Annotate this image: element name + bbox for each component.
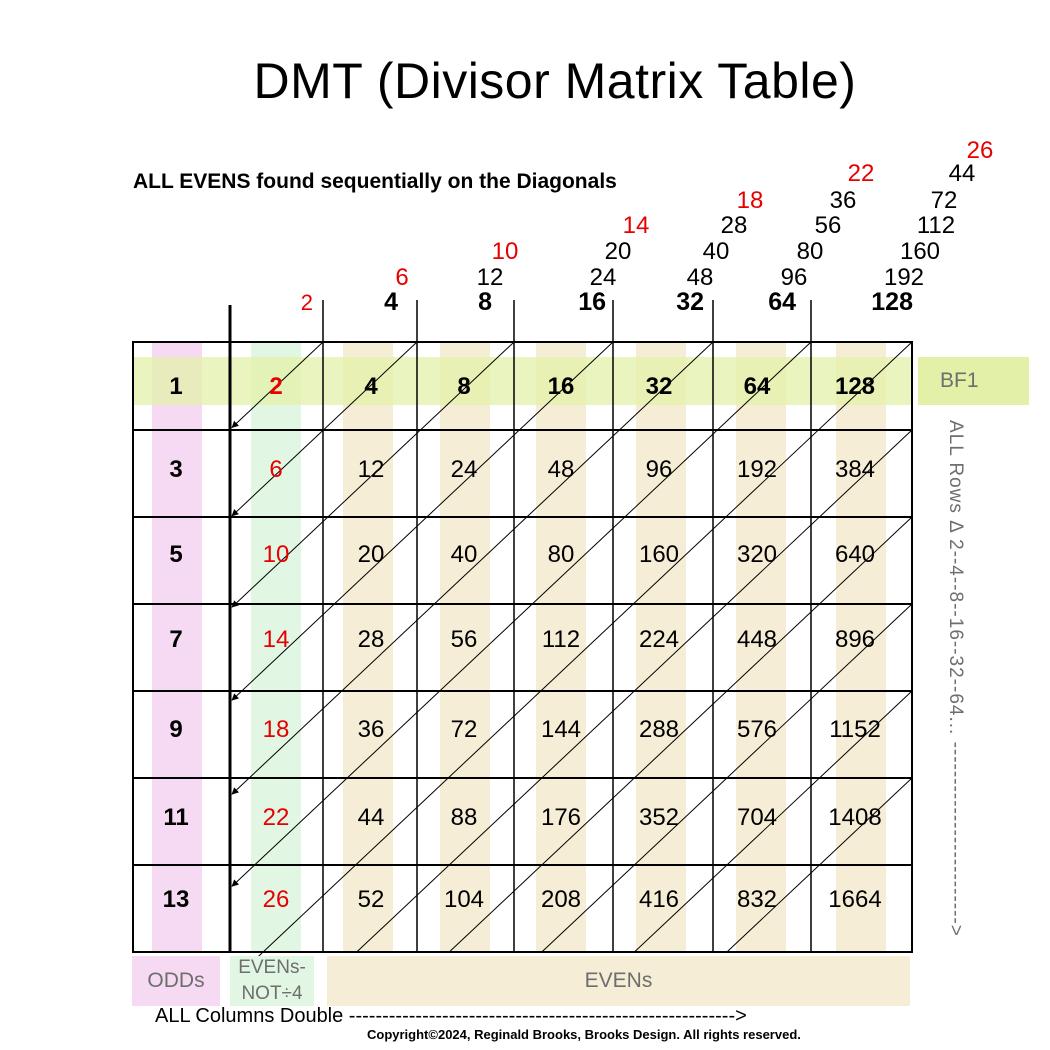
table-cell: 160 — [638, 541, 680, 568]
all-columns-double-note: ALL Columns Double ----------------------------------------------------------> — [155, 1005, 747, 1027]
page-title: DMT (Divisor Matrix Table) — [253, 53, 857, 109]
table-cell: 52 — [357, 886, 385, 913]
diagonal-value: 20 — [604, 238, 632, 265]
diagonal-value: 72 — [930, 187, 958, 214]
table-cell: 18 — [262, 716, 290, 743]
diagonal-value: 12 — [476, 264, 504, 291]
diagonal-value: 28 — [720, 212, 748, 239]
table-cell: 104 — [443, 886, 485, 913]
table-cell: 176 — [540, 804, 582, 831]
diagonal-value: 14 — [622, 212, 650, 239]
table-cell: 44 — [357, 804, 385, 831]
table-cell: 1408 — [828, 804, 882, 831]
table-cell: 832 — [736, 886, 778, 913]
table-cell: 12 — [357, 456, 385, 483]
table-cell: 576 — [736, 716, 778, 743]
table-cell: 208 — [540, 886, 582, 913]
table-cell: 48 — [547, 456, 575, 483]
table-cell: 448 — [736, 626, 778, 653]
table-cell: 112 — [541, 626, 581, 653]
header-value: 8 — [478, 288, 492, 316]
table-cell: 36 — [357, 716, 385, 743]
table-cell: 26 — [262, 886, 290, 913]
table-cell: 320 — [736, 541, 778, 568]
diagonal-value: 26 — [966, 137, 994, 164]
diagonal-value: 6 — [395, 264, 409, 291]
diagonal-value: 112 — [916, 212, 956, 239]
odd-base-cell: 1 — [169, 373, 183, 400]
table-cell: 224 — [638, 626, 680, 653]
table-cell: 32 — [645, 373, 673, 400]
table-cell: 80 — [547, 541, 575, 568]
table-cell: 640 — [834, 541, 876, 568]
table-cell: 64 — [743, 373, 771, 400]
diagonal-value: 160 — [899, 238, 941, 265]
bf1-row-band — [133, 357, 912, 405]
diagonal-value: 18 — [736, 187, 764, 214]
header-value: 32 — [676, 288, 704, 316]
diagonal-value: 56 — [814, 212, 842, 239]
table-cell: 24 — [450, 456, 478, 483]
evens-not4-label — [230, 956, 314, 1006]
subtitle: ALL EVENS found sequentially on the Diagonals — [133, 170, 617, 193]
table-cell: 1664 — [828, 886, 882, 913]
table-cell: 2 — [269, 373, 283, 400]
odds-text: ODDs — [147, 969, 205, 992]
table-cell: 20 — [357, 541, 385, 568]
odd-base-cell: 7 — [169, 626, 183, 653]
odds-label — [132, 956, 220, 1006]
diagonal-value: 192 — [883, 264, 925, 291]
evens-not4-line2: NOT÷4 — [241, 983, 303, 1004]
table-cell: 128 — [834, 373, 876, 400]
table-border — [133, 342, 912, 952]
bf1-label — [918, 357, 1029, 405]
table-cell: 144 — [540, 716, 582, 743]
table-cell: 192 — [736, 456, 778, 483]
table-cell: 4 — [364, 373, 378, 400]
evens-text: EVENs — [584, 969, 653, 992]
evens-label — [327, 956, 910, 1006]
diagonal-value: 40 — [702, 238, 730, 265]
odd-base-cell: 3 — [169, 456, 183, 483]
table-cell: 96 — [645, 456, 673, 483]
table-cell: 88 — [450, 804, 478, 831]
copyright: Copyright©2024, Reginald Brooks, Brooks Design. All rights reserved. — [367, 1027, 801, 1042]
evens-not4-line1: EVENs- — [238, 957, 306, 978]
table-cell: 384 — [834, 456, 876, 483]
table-cell: 1152 — [829, 716, 881, 743]
table-cell: 56 — [450, 626, 478, 653]
header-value: 4 — [384, 288, 398, 316]
table-cell: 352 — [638, 804, 680, 831]
odd-base-cell: 5 — [169, 541, 183, 568]
odd-base-cell: 13 — [162, 886, 190, 913]
table-cell: 72 — [450, 716, 478, 743]
diagonal-value: 22 — [847, 160, 875, 187]
diagonal-value: 10 — [491, 238, 519, 265]
table-cell: 40 — [450, 541, 478, 568]
diagonal-value: 48 — [686, 264, 714, 291]
diagonal-value: 44 — [948, 160, 976, 187]
table-cell: 22 — [262, 804, 290, 831]
diagonal-value: 36 — [829, 187, 857, 214]
table-cell: 896 — [834, 626, 876, 653]
header-value: 2 — [300, 290, 313, 315]
table-cell: 704 — [736, 804, 778, 831]
diagonal-value: 24 — [589, 264, 617, 291]
diagonal-arrow — [232, 342, 811, 886]
odd-base-cell: 11 — [163, 804, 189, 831]
all-rows-note: ALL Rows Δ 2--4--8--16--32--64... -------------------------> — [945, 420, 966, 937]
bf1-text: BF1 — [940, 369, 979, 392]
table-cell: 28 — [357, 626, 385, 653]
header-value: 128 — [871, 288, 913, 316]
diagonal-value: 96 — [780, 264, 808, 291]
odd-base-cell: 9 — [169, 716, 183, 743]
table-cell: 14 — [262, 626, 290, 653]
header-value: 16 — [578, 288, 606, 316]
table-cell: 416 — [638, 886, 680, 913]
table-cell: 8 — [457, 373, 471, 400]
table-cell: 288 — [638, 716, 680, 743]
table-cell: 10 — [262, 541, 290, 568]
table-cell: 6 — [269, 456, 283, 483]
header-value: 64 — [768, 288, 796, 316]
table-cell: 16 — [547, 373, 575, 400]
diagonal-value: 80 — [796, 238, 824, 265]
